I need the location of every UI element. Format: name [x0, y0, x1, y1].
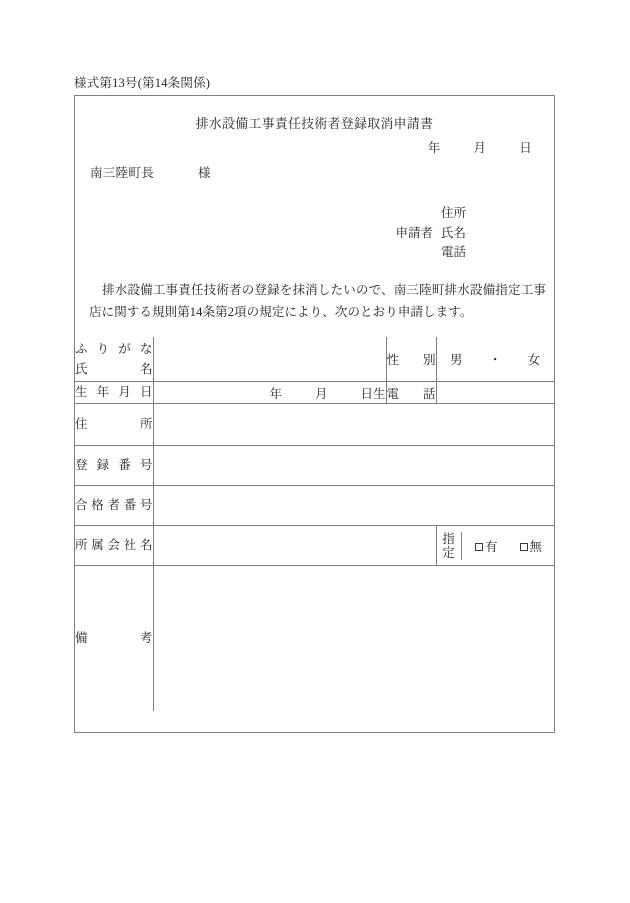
applicant-phone-label: 電話: [440, 245, 466, 259]
form-header-section: [75, 96, 554, 337]
row-label-pass-number: 合格者番号: [75, 486, 153, 526]
address-input-cell[interactable]: [153, 404, 554, 446]
applicant-address-row: [441, 204, 466, 224]
sex-separator: ・: [488, 353, 502, 367]
applicant-tag: 申請者: [395, 225, 433, 240]
row-label-phone: 電話: [386, 382, 436, 404]
row-label-name: [75, 337, 153, 382]
body-paragraph: [89, 279, 546, 323]
table-row-remarks: [75, 566, 554, 711]
remarks-input-cell[interactable]: [153, 566, 554, 711]
row-label-remarks: 備考: [75, 566, 153, 711]
applicant-details-table: [75, 337, 554, 711]
addressee-honorific: 様: [198, 166, 211, 180]
row-label-company: 所属会社名: [75, 526, 153, 566]
date-month-label: 月: [473, 141, 487, 155]
designation-option-no[interactable]: [520, 537, 543, 555]
applicant-phone-row: [441, 243, 466, 263]
addressee-line: [90, 163, 211, 181]
phone-input-cell[interactable]: [436, 382, 554, 404]
form-number-label: 様式第13号(第14条関係): [74, 76, 211, 90]
designation-option-yes-label: 有: [484, 539, 498, 554]
birthdate-day-label: 日生: [360, 386, 386, 401]
checkbox-yes-icon[interactable]: [475, 543, 483, 551]
row-label-shimei: 氏名: [75, 362, 153, 376]
addressee-name: 南三陸町長: [90, 166, 155, 180]
birthdate-input-cell[interactable]: [153, 382, 386, 404]
company-input-cell[interactable]: [153, 526, 436, 566]
designation-vertical-label: [437, 532, 462, 560]
body-paragraph-text: 排水設備工事責任技術者の登録を抹消したいので、南三陸町排水設備指定工事店に関する規則第14条第2項の規定により、次のとおり申請します。: [89, 283, 546, 319]
table-row-pass-number: [75, 486, 554, 526]
date-line: [428, 138, 532, 156]
applicant-name-row: [395, 224, 466, 244]
row-label-address: 住所: [75, 404, 153, 446]
table-row-company: [75, 526, 554, 566]
table-row-address: [75, 404, 554, 446]
sex-option-female[interactable]: 女: [527, 353, 541, 367]
table-row-birthdate: [75, 382, 554, 404]
document-title: 排水設備工事責任技術者登録取消申請書: [195, 117, 434, 131]
applicant-block: [395, 204, 466, 263]
applicant-address-label: 住所: [440, 206, 466, 220]
registration-number-input-cell[interactable]: [153, 446, 554, 486]
name-input-cell[interactable]: [153, 337, 386, 382]
row-label-birthdate: 生年月日: [75, 382, 153, 404]
pass-number-input-cell[interactable]: [153, 486, 554, 526]
checkbox-no-icon[interactable]: [520, 543, 528, 551]
row-label-registration-number: 登録番号: [75, 446, 153, 486]
row-label-furigana: ふりがな: [75, 342, 153, 356]
designation-options-cell: [461, 532, 556, 560]
designation-label-char-2: 定: [442, 545, 455, 560]
table-row-name: [75, 337, 554, 382]
sex-option-male[interactable]: 男: [450, 353, 463, 367]
designation-option-no-label: 無: [529, 539, 543, 554]
designation-cell: [436, 526, 554, 566]
table-row-registration-number: [75, 446, 554, 486]
date-year-label: 年: [427, 141, 441, 155]
designation-label-char-1: 指: [442, 531, 455, 546]
birthdate-year-label: 年: [269, 386, 282, 401]
row-label-sex: 性別: [386, 337, 436, 382]
form-outer-frame: [74, 95, 555, 733]
birthdate-month-label: 月: [314, 386, 328, 401]
sex-选择-cell[interactable]: [436, 337, 554, 382]
applicant-name-label: 氏名: [440, 225, 466, 240]
designation-option-yes[interactable]: [475, 537, 498, 555]
date-day-label: 日: [519, 141, 532, 155]
